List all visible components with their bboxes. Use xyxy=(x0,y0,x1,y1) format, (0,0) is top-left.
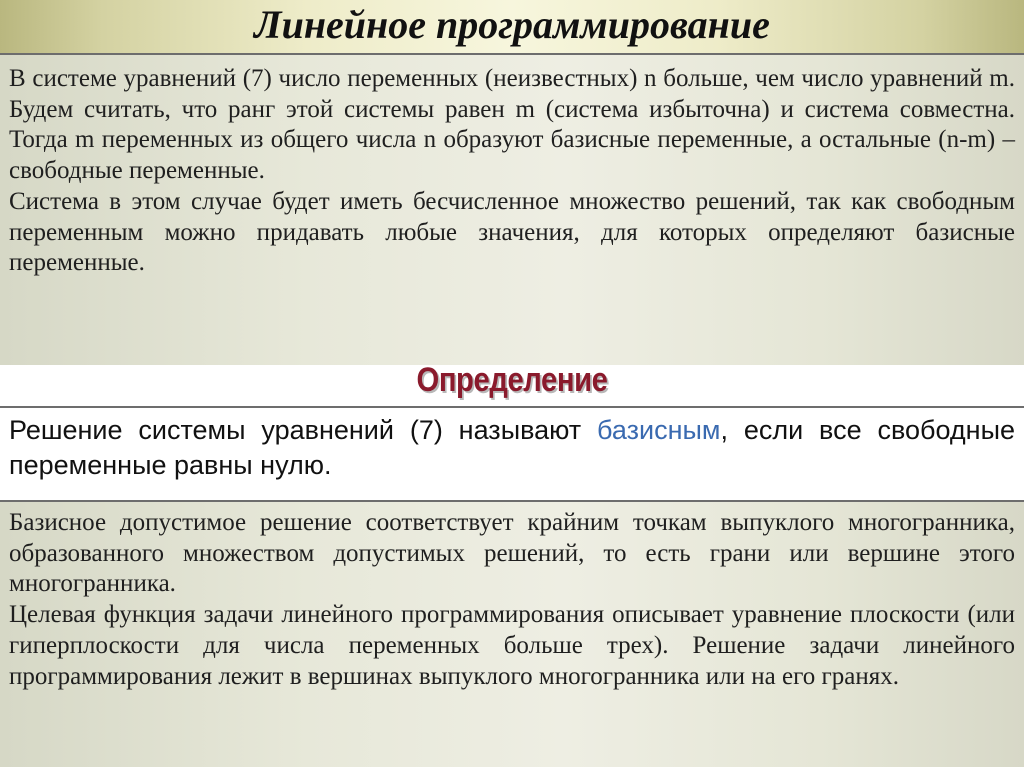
intro-paragraph-2: Система в этом случае будет иметь бесчисленное множество решений, так как свободным переменным можно придавать любые значения, для которых определяют базисные переменные. xyxy=(9,187,1015,277)
conclusion-text-block xyxy=(9,508,1015,692)
intro-text-block xyxy=(9,64,1015,279)
conclusion-paragraph-1: Базисное допустимое решение соответствует крайним точкам выпуклого многогранника, образованного множеством допустимых решений, то есть грани или вершине этого многогранника. xyxy=(9,509,1015,598)
conclusion-paragraph-2: Целевая функция задачи линейного программирования описывает уравнение плоскости (или гиперплоскости для числа переменных больше трех). Решение задачи линейного программирования лежит в вершинах выпуклого многогранника или на его гранях. xyxy=(9,601,1015,690)
definition-text xyxy=(9,413,1015,483)
definition-text-start: Решение системы уравнений (7) называют xyxy=(9,415,598,445)
slide-title: Линейное программирование xyxy=(254,2,770,47)
definition-term: базисным xyxy=(597,415,721,445)
intro-paragraph-1: В системе уравнений (7) число переменных (неизвестных) n больше, чем число уравнений m. Будем считать, что ранг этой системы равен m (система избыточна) и система совместна. Тогда m переменных из общего числа n образуют базисные переменные, а остальные (n-m) – свободные переменные. xyxy=(9,65,1015,185)
definition-heading: Определение xyxy=(416,361,608,399)
definition-text-end: , если все свободные переменные равны нулю. xyxy=(9,415,1015,480)
